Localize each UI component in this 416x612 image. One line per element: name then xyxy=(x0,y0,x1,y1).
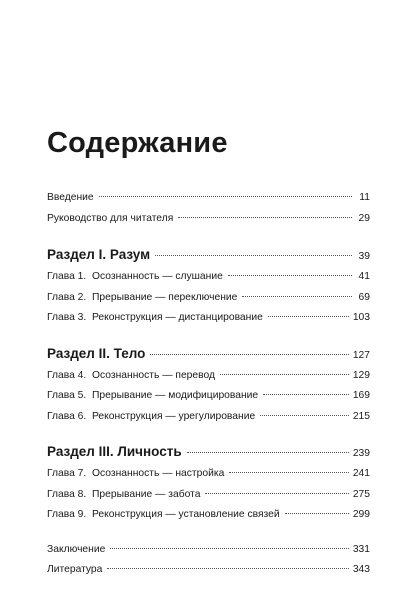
entry-page: 29 xyxy=(358,212,370,224)
toc-entry-references[interactable] xyxy=(47,560,370,581)
entry-page: 331 xyxy=(352,543,370,555)
chapter-label: Прерывание — переключение xyxy=(92,291,238,303)
section-page: 39 xyxy=(358,251,370,262)
toc-section-1[interactable] xyxy=(47,243,370,267)
section-page: 239 xyxy=(352,448,370,459)
chapter-page: 299 xyxy=(352,509,370,520)
dot-leader xyxy=(99,196,352,197)
toc-chapter-8[interactable] xyxy=(47,485,370,506)
chapter-number: Глава 1. xyxy=(47,271,87,282)
chapter-page: 275 xyxy=(352,488,370,500)
toc-chapter-3[interactable] xyxy=(47,308,370,329)
chapter-page: 103 xyxy=(352,312,370,323)
chapter-label: Осознанность — настройка xyxy=(92,468,225,479)
chapter-number: Глава 9. xyxy=(47,509,87,520)
chapter-label: Прерывание — модифицирование xyxy=(92,390,259,401)
dot-leader xyxy=(285,513,349,514)
entry-label: Введение xyxy=(47,192,94,203)
chapter-number: Глава 4. xyxy=(47,369,87,381)
dot-leader xyxy=(178,217,352,218)
chapter-label: Реконструкция — установление связей xyxy=(92,509,280,520)
dot-leader xyxy=(155,255,352,256)
section-label: Раздел II. Тело xyxy=(47,345,146,361)
toc-entry-conclusion[interactable] xyxy=(47,540,370,561)
chapter-number: Глава 2. xyxy=(47,291,87,303)
entry-page: 343 xyxy=(352,564,370,575)
toc-chapter-6[interactable] xyxy=(47,407,370,428)
chapter-label: Реконструкция — дистанцирование xyxy=(92,312,263,323)
dot-leader xyxy=(110,548,348,549)
dot-leader xyxy=(228,275,352,276)
entry-label: Литература xyxy=(47,564,103,575)
chapter-page: 169 xyxy=(352,390,370,401)
toc-entry-introduction[interactable] xyxy=(47,188,370,209)
section-label: Раздел I. Разум xyxy=(47,247,151,262)
entry-label: Заключение xyxy=(47,543,106,555)
dot-leader xyxy=(205,493,348,494)
dot-leader xyxy=(260,415,349,416)
toc-chapter-9[interactable] xyxy=(47,505,370,526)
chapter-page: 69 xyxy=(358,291,370,303)
chapter-label: Реконструкция — урегулирование xyxy=(92,410,256,422)
dot-leader xyxy=(263,394,349,395)
toc-chapter-7[interactable] xyxy=(47,464,370,485)
chapter-number: Глава 5. xyxy=(47,390,87,401)
chapter-number: Глава 3. xyxy=(47,312,87,323)
dot-leader xyxy=(150,354,348,355)
dot-leader xyxy=(268,316,349,317)
dot-leader xyxy=(220,374,349,375)
dot-leader xyxy=(229,472,349,473)
chapter-label: Прерывание — забота xyxy=(92,488,201,500)
section-page: 127 xyxy=(352,349,370,361)
table-of-contents xyxy=(47,188,370,581)
chapter-page: 41 xyxy=(358,271,370,282)
toc-chapter-5[interactable] xyxy=(47,386,370,407)
toc-chapter-4[interactable] xyxy=(47,366,370,387)
dot-leader xyxy=(107,568,348,569)
toc-title: Содержание xyxy=(47,127,228,159)
chapter-number: Глава 8. xyxy=(47,488,87,500)
toc-section-2[interactable] xyxy=(47,342,370,366)
dot-leader xyxy=(187,452,349,453)
chapter-label: Осознанность — перевод xyxy=(92,369,215,381)
toc-chapter-1[interactable] xyxy=(47,267,370,288)
entry-page: 11 xyxy=(359,192,370,203)
toc-section-3[interactable] xyxy=(47,440,370,464)
toc-chapter-2[interactable] xyxy=(47,288,370,309)
toc-entry-reader-guide[interactable] xyxy=(47,209,370,230)
chapter-number: Глава 6. xyxy=(47,410,87,422)
entry-label: Руководство для читателя xyxy=(47,212,174,224)
chapter-label: Осознанность — слушание xyxy=(92,271,223,282)
chapter-page: 215 xyxy=(352,410,370,422)
dot-leader xyxy=(242,296,352,297)
chapter-number: Глава 7. xyxy=(47,468,87,479)
chapter-page: 129 xyxy=(352,369,370,381)
chapter-page: 241 xyxy=(352,468,370,479)
section-label: Раздел III. Личность xyxy=(47,444,182,459)
